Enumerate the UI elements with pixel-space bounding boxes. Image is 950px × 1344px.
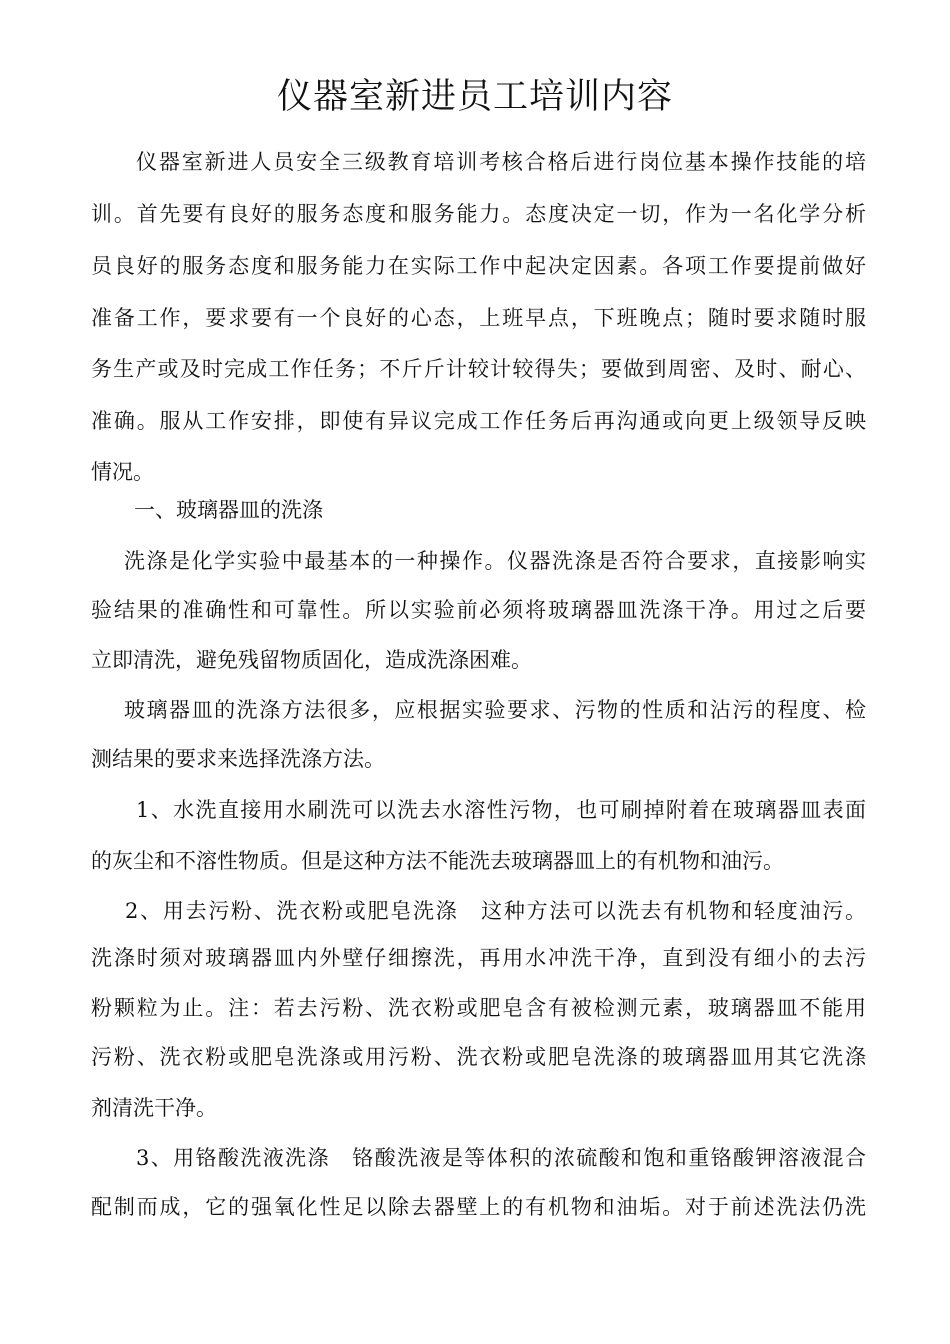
paragraph-line: 2、用去污粉、洗衣粉或肥皂洗涤 这种方法可以洗去有机物和轻度油污。: [125, 899, 866, 923]
paragraph-line: 污粉、洗衣粉或肥皂洗涤或用污粉、洗衣粉或肥皂洗涤的玻璃器皿用其它洗涤: [91, 1045, 866, 1069]
paragraph-line: 务生产或及时完成工作任务；不斤斤计较计较得失；要做到周密、及时、耐心、: [91, 357, 866, 381]
paragraph-line: 3、用铬酸洗液洗涤 铬酸洗液是等体积的浓硫酸和饱和重铬酸钾溶液混合: [136, 1146, 866, 1170]
paragraph-line: 洗涤是化学实验中最基本的一种操作。仪器洗涤是否符合要求，直接影响实: [124, 549, 866, 573]
paragraph-line: 准确。服从工作安排，即使有异议完成工作任务后再沟通或向更上级领导反映: [91, 409, 866, 433]
paragraph-line: 情况。: [91, 460, 154, 484]
paragraph-line: 训。首先要有良好的服务态度和服务能力。态度决定一切，作为一名化学分析: [91, 202, 866, 226]
page-title: 仪器室新进员工培训内容: [276, 77, 673, 117]
paragraph-line: 洗涤时须对玻璃器皿内外壁仔细擦洗，再用水冲洗干净，直到没有细小的去污: [91, 946, 866, 970]
paragraph-line: 剂清洗干净。: [91, 1096, 217, 1120]
paragraph-line: 测结果的要求来选择洗涤方法。: [91, 747, 385, 771]
paragraph-line: 立即清洗，避免残留物质固化，造成洗涤困难。: [91, 648, 532, 672]
paragraph-line: 的灰尘和不溶性物质。但是这种方法不能洗去玻璃器皿上的有机物和油污。: [91, 849, 784, 873]
paragraph-line: 1、水洗直接用水刷洗可以洗去水溶性污物，也可刷掉附着在玻璃器皿表面: [136, 798, 866, 822]
paragraph-line: 配制而成，它的强氧化性足以除去器壁上的有机物和油垢。对于前述洗法仍洗: [91, 1195, 866, 1219]
paragraph-line: 员良好的服务态度和服务能力在实际工作中起决定因素。各项工作要提前做好: [91, 254, 866, 278]
paragraph-line: 准备工作，要求要有一个良好的心态，上班早点，下班晚点；随时要求随时服: [91, 306, 866, 330]
paragraph-line: 验结果的准确性和可靠性。所以实验前必须将玻璃器皿洗涤干净。用过之后要: [91, 598, 866, 622]
paragraph-line: 仪器室新进人员安全三级教育培训考核合格后进行岗位基本操作技能的培: [136, 150, 866, 174]
section-heading: 一、玻璃器皿的洗涤: [134, 498, 323, 522]
paragraph-line: 玻璃器皿的洗涤方法很多，应根据实验要求、污物的性质和沾污的程度、检: [124, 698, 866, 722]
paragraph-line: 粉颗粒为止。注：若去污粉、洗衣粉或肥皂含有被检测元素，玻璃器皿不能用: [91, 996, 866, 1020]
